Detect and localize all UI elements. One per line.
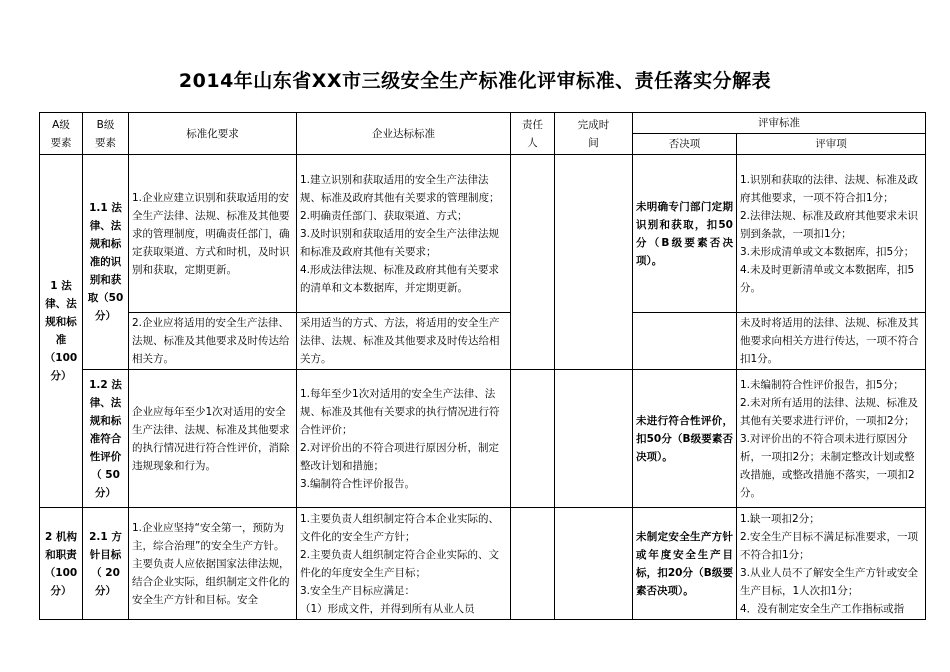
standard-line: 2.对评价出的不符合项进行原因分析，制定整改计划和措施； xyxy=(300,441,500,472)
review-line: 1.未编制符合性评价报告，扣5分； xyxy=(740,378,904,391)
veto-cell: 未进行符合性评价，扣50分（B级要素否决项）。 xyxy=(633,370,737,508)
header-enterprise-standard: 企业达标标准 xyxy=(297,113,511,155)
review-line: 3.未形成清单或文本数据库，扣5分； xyxy=(740,245,915,258)
requirement-cell: 1.企业应建立识别和获取适用的安全生产法律、法规、标准及其他要求的管理制度，明确责任部门，确定获取渠道、方式和时机，及时识别和获取，定期更新。 xyxy=(129,155,297,313)
veto-cell xyxy=(633,313,737,370)
standard-cell: 采用适当的方式、方法，将适用的安全生产法律、法规、标准及其他要求及时传达给相关方。 xyxy=(297,313,511,370)
responsible-cell xyxy=(511,508,555,620)
review-line: 2.未对所有适用的法律、法规、标准及其他有关要求进行评价，一项扣2分； xyxy=(740,396,919,427)
b-element-cell: 1.2 法律、法规和标准符合性评价（ 50分） xyxy=(83,370,129,508)
standard-line: 2.主要负责人组织制定符合企业实际的、文件化的年度安全生产目标； xyxy=(300,548,500,579)
standard-line: 3.及时识别和获取适用的安全生产法律法规和标准及政府其他有关要求； xyxy=(300,227,500,258)
completion-time-cell xyxy=(555,508,633,620)
standard-cell xyxy=(297,508,511,620)
review-line: 2.安全生产目标不满足标准要求，一项不符合扣1分； xyxy=(740,530,919,561)
header-responsible: 责任 人 xyxy=(511,113,555,155)
review-line: 3.从业人员不了解安全生产方针或安全生产目标，1人次扣1分； xyxy=(740,566,919,597)
standard-cell xyxy=(297,370,511,508)
header-veto-item: 否决项 xyxy=(633,134,737,155)
review-cell: 未及时将适用的法律、法规、标准及其他要求向相关方进行传达，一项不符合扣1分。 xyxy=(737,313,926,370)
review-line: 2.法律法规、标准及政府其他要求未识别到条款，一项扣1分； xyxy=(740,209,919,240)
requirement-cell: 2.企业应将适用的安全生产法律、法规、标准及其他要求及时传达给相关方。 xyxy=(129,313,297,370)
review-line: 4．没有制定安全生产工作指标或指 xyxy=(740,602,905,615)
standard-line: 3.编制符合性评价报告。 xyxy=(300,477,416,490)
veto-cell: 未明确专门部门定期识别和获取，扣50分（B级要素否决项）。 xyxy=(633,155,737,313)
veto-cell: 未制定安全生产方针或年度安全生产目标，扣20分（B级要素否决项）。 xyxy=(633,508,737,620)
a-element-cell: 1 法律、法规和标准（100分） xyxy=(40,155,83,508)
standard-line: 4.形成法律法规、标准及政府其他有关要求的清单和文本数据库，并定期更新。 xyxy=(300,263,500,294)
review-cell xyxy=(737,508,926,620)
review-cell xyxy=(737,370,926,508)
review-line: 4.未及时更新清单或文本数据库，扣5分。 xyxy=(740,263,915,294)
header-review-standard: 评审标准 xyxy=(633,113,926,134)
standard-line: 1.主要负责人组织制定符合本企业实际的、文件化的安全生产方针； xyxy=(300,512,500,543)
table-row xyxy=(40,508,926,620)
review-line: 1.缺一项扣2分； xyxy=(740,512,820,525)
responsible-cell xyxy=(511,155,555,370)
header-completion-time: 完成时 间 xyxy=(555,113,633,155)
completion-time-cell xyxy=(555,155,633,370)
standard-line: （1）形成文件，并得到所有从业人员 xyxy=(300,602,475,615)
requirement-cell: 1.企业应坚持“安全第一，预防为主，综合治理”的安全生产方针。主要负责人应依据国家法律法规，结合企业实际，组织制定文件化的安全生产方针和目标。安全 xyxy=(129,508,297,620)
standards-table xyxy=(39,112,926,620)
table-row xyxy=(40,313,926,370)
document-title: 2014年山东省XX市三级安全生产标准化评审标准、责任落实分解表 xyxy=(178,70,772,92)
a-element-cell: 2 机构和职责（100分） xyxy=(40,508,83,620)
table-row xyxy=(40,155,926,313)
header-b-level: B级 要素 xyxy=(83,113,129,155)
header-a-level: A级 要素 xyxy=(40,113,83,155)
b-element-cell: 2.1 方针目标（ 20分） xyxy=(83,508,129,620)
standard-line: 1.每年至少1次对适用的安全生产法律、法规、标准及其他有关要求的执行情况进行符合性评价； xyxy=(300,387,500,436)
review-cell xyxy=(737,155,926,313)
review-line: 3.对评价出的不符合项未进行原因分析，一项扣2分；未制定整改计划或整改措施，或整改措施不落实，一项扣2分。 xyxy=(740,432,915,499)
header-review-item: 评审项 xyxy=(737,134,926,155)
requirement-cell: 企业应每年至少1次对适用的安全生产法律、法规、标准及其他要求的执行情况进行符合性评价，消除违规现象和行为。 xyxy=(129,370,297,508)
standard-line: 2.明确责任部门、获取渠道、方式； xyxy=(300,209,468,222)
standard-cell xyxy=(297,155,511,313)
header-requirement: 标准化要求 xyxy=(129,113,297,155)
review-line: 1.识别和获取的法律、法规、标准及政府其他要求，一项不符合扣1分； xyxy=(740,173,919,204)
standard-line: 3.安全生产目标应满足： xyxy=(300,584,416,597)
standard-line: 1.建立识别和获取适用的安全生产法律法规、标准及政府其他有关要求的管理制度； xyxy=(300,173,500,204)
b-element-cell: 1.1 法律、法规和标准的识别和获取（50分） xyxy=(83,155,129,370)
completion-time-cell xyxy=(555,370,633,508)
responsible-cell xyxy=(511,370,555,508)
table-row xyxy=(40,370,926,508)
